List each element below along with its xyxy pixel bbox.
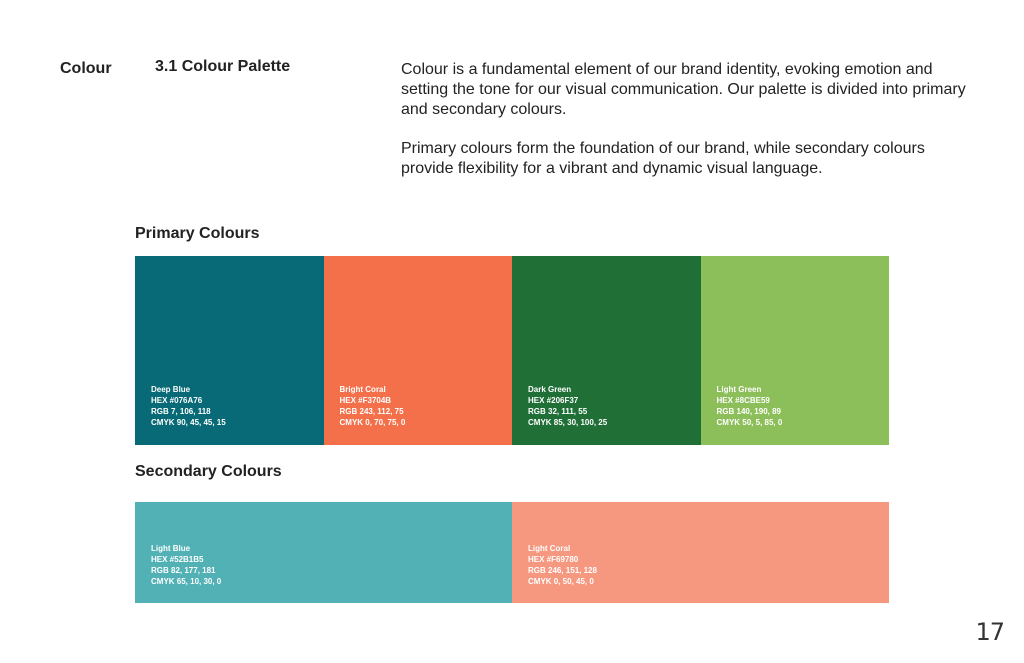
swatch-rgb: RGB 246, 151, 128: [528, 566, 597, 575]
swatch-hex: HEX #F69780: [528, 555, 579, 564]
swatch-cmyk: CMYK 90, 45, 45, 15: [151, 418, 226, 427]
swatch-hex: HEX #8CBE59: [716, 396, 770, 405]
secondary-colours-heading: Secondary Colours: [135, 463, 282, 480]
primary-swatch-row: [135, 256, 889, 445]
swatch-cmyk: CMYK 85, 30, 100, 25: [528, 418, 608, 427]
swatch-info: [528, 384, 607, 428]
swatch-name: Light Coral: [528, 544, 571, 553]
swatch-info: [528, 543, 597, 587]
swatch-cmyk: CMYK 65, 10, 30, 0: [151, 577, 222, 586]
swatch-cmyk: CMYK 0, 50, 45, 0: [528, 577, 594, 586]
swatch-hex: HEX #206F37: [528, 396, 579, 405]
swatch-rgb: RGB 82, 177, 181: [151, 566, 216, 575]
swatch-hex: HEX #076A76: [151, 396, 203, 405]
swatch-rgb: RGB 243, 112, 75: [339, 407, 404, 416]
swatch-cmyk: CMYK 50, 5, 85, 0: [716, 418, 783, 427]
swatch-info: [151, 543, 221, 587]
swatch-name: Bright Coral: [339, 385, 386, 394]
swatch-info: [340, 384, 406, 428]
swatch-rgb: RGB 32, 111, 55: [528, 407, 588, 416]
swatch-info: [717, 384, 783, 428]
swatch-name: Deep Blue: [151, 385, 191, 394]
swatch-info: [151, 384, 226, 428]
swatch-name: Light Green: [716, 385, 762, 394]
swatch-hex: HEX #F3704B: [339, 396, 392, 405]
swatch-name: Light Blue: [151, 544, 191, 553]
intro-text: [401, 60, 971, 198]
intro-paragraph-1: Colour is a fundamental element of our brand identity, evoking emotion and setting the tone for our visual communication. Our palette is divided into primary and secondary colours.: [401, 61, 966, 118]
swatch-bright-coral: [324, 256, 513, 445]
primary-colours-heading: Primary Colours: [135, 225, 260, 242]
swatch-rgb: RGB 7, 106, 118: [151, 407, 211, 416]
swatch-cmyk: CMYK 0, 70, 75, 0: [339, 418, 406, 427]
secondary-swatch-row: [135, 502, 889, 603]
swatch-light-green: [701, 256, 890, 445]
swatch-rgb: RGB 140, 190, 89: [716, 407, 781, 416]
swatch-hex: HEX #52B1B5: [151, 555, 204, 564]
section-label: Colour: [60, 60, 112, 77]
swatch-light-blue: [135, 502, 512, 603]
swatch-deep-blue: [135, 256, 324, 445]
subsection-title: 3.1 Colour Palette: [155, 58, 291, 75]
page-number: 17: [975, 618, 1004, 646]
intro-paragraph-2: Primary colours form the foundation of our brand, while secondary colours provide flexibility for a vibrant and dynamic visual language.: [401, 140, 925, 177]
swatch-light-coral: [512, 502, 889, 603]
swatch-dark-green: [512, 256, 701, 445]
swatch-name: Dark Green: [528, 385, 572, 394]
